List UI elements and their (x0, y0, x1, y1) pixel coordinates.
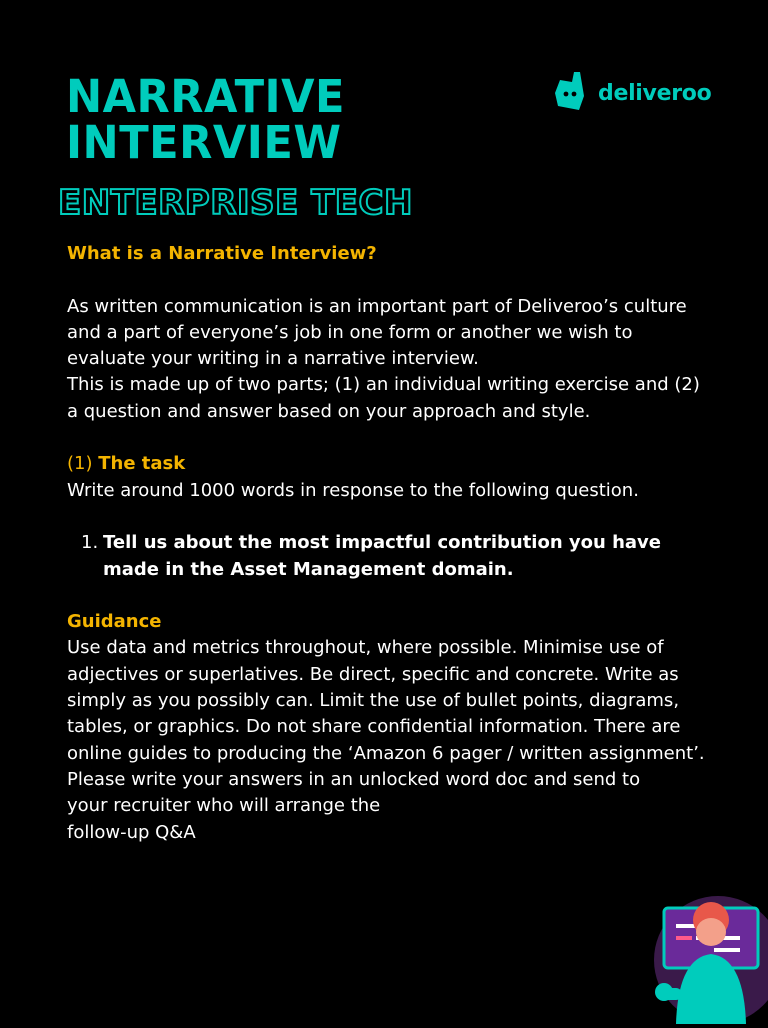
title-line-2: INTERVIEW (66, 116, 342, 169)
document-body (67, 241, 707, 846)
intro-paragraph-1: As written communication is an important part of Deliveroo’s culture and a part of everyone’s job in one form or another we wish to evaluate your writing in a narrative interview. (67, 295, 687, 370)
question-text: Tell us about the most impactful contribution you have made in the Asset Management domain. (103, 532, 661, 580)
task-heading-text: The task (98, 453, 186, 475)
task-heading (67, 451, 707, 477)
deliveroo-logo (553, 72, 711, 114)
question-item (81, 530, 707, 583)
deliveroo-kangaroo-icon (553, 72, 590, 114)
page-title (66, 70, 346, 169)
logo-wordmark: deliveroo (598, 80, 712, 106)
page-subtitle: ENTERPRISE TECH (58, 183, 413, 223)
closing-line-1: Please write your answers in an unlocked word doc and send to (67, 768, 641, 790)
title-line-1: NARRATIVE (66, 70, 346, 123)
closing-line-2: your recruiter who will arrange the (67, 795, 381, 817)
question-number: 1. (81, 532, 99, 554)
guidance-heading: Guidance (67, 611, 162, 633)
guidance-text: Use data and metrics throughout, where possible. Minimise use of adjectives or superlatives. Be direct, specific and concrete. Write as simply as you possibly can. Limit the use of bullet points, diagrams, tables, or graphics. Do not share confidential information. There are online guides to producing the ‘Amazon 6 pager / written assignment’. (67, 637, 705, 764)
heading-what-is: What is a Narrative Interview? (67, 243, 377, 264)
person-at-computer-icon (640, 896, 768, 1028)
task-text: Write around 1000 words in response to the following question. (67, 479, 639, 501)
task-number: (1) (67, 453, 93, 475)
intro-paragraph-2: This is made up of two parts; (1) an individual writing exercise and (2) a question and answer based on your approach and style. (67, 374, 700, 422)
closing-line-3: follow-up Q&A (67, 821, 196, 843)
